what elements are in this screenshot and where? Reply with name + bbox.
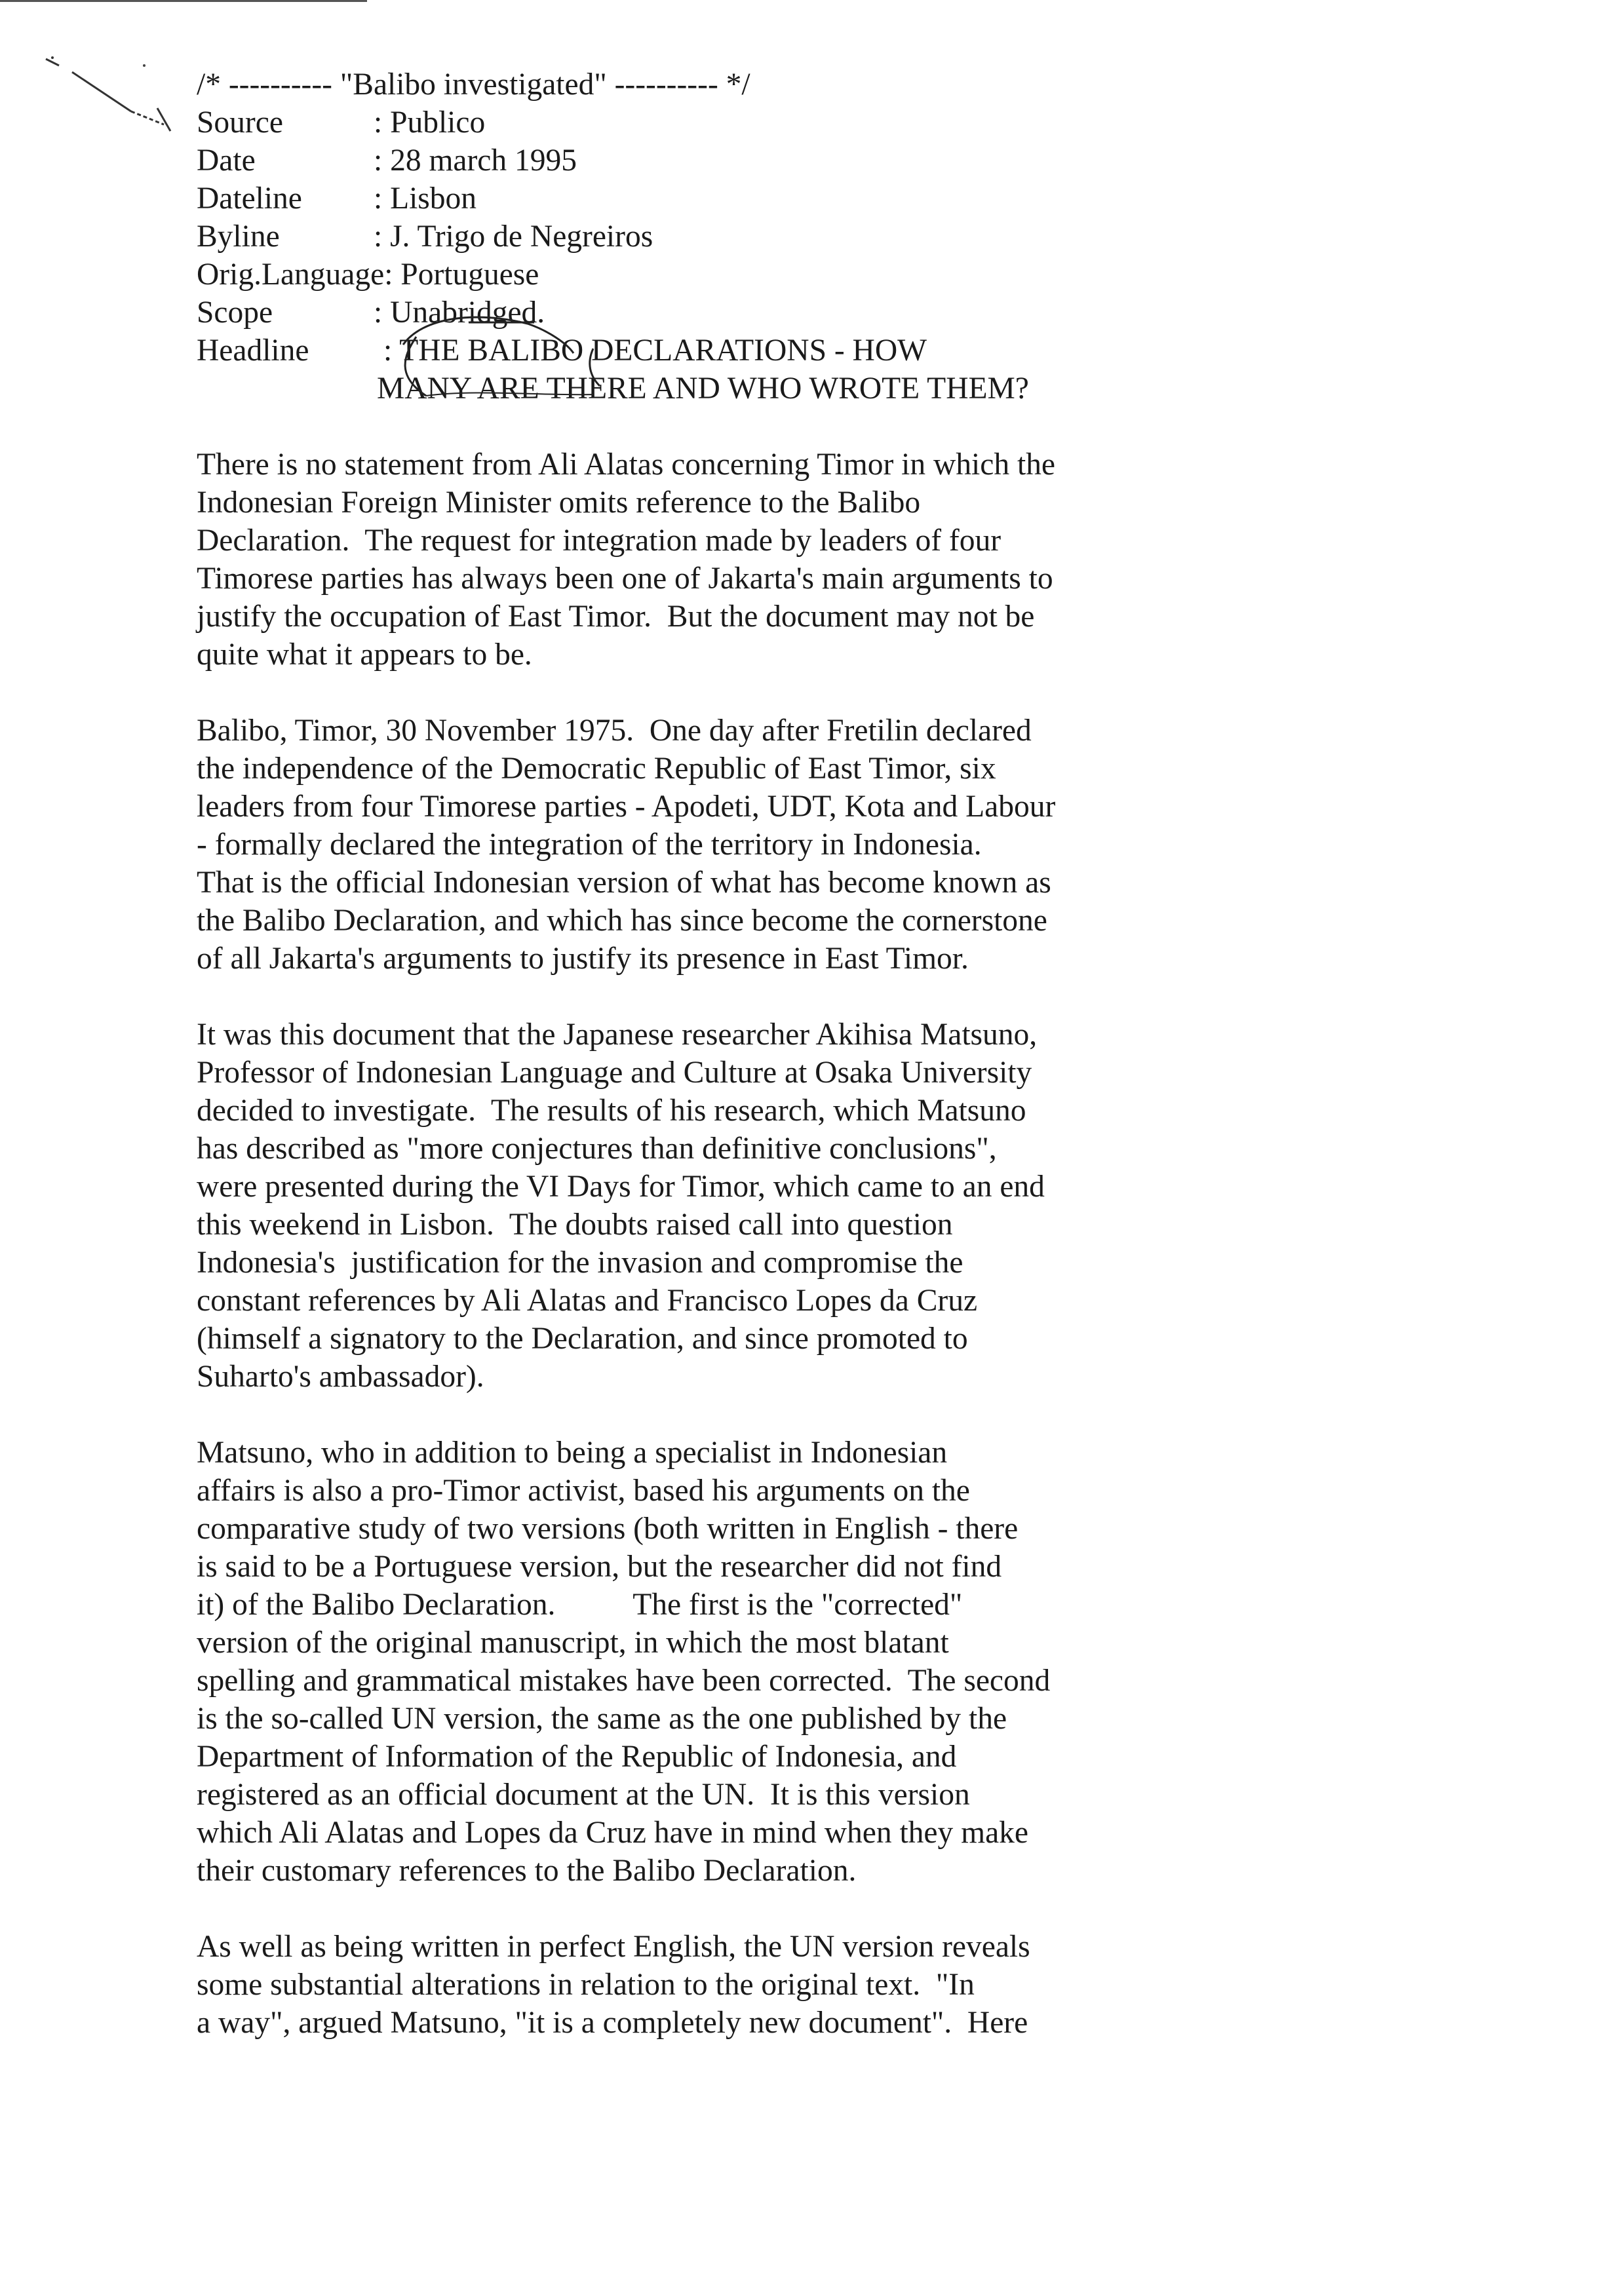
text-line: which Ali Alatas and Lopes da Cruz have in mind when they make: [197, 1816, 1029, 1850]
paragraph-5: [197, 1928, 1494, 2042]
meta-row-orig-language: [197, 256, 1494, 294]
meta-label: Source: [197, 105, 283, 140]
text-line: Declaration. The request for integration made by leaders of four: [197, 524, 1002, 558]
text-line: version of the original manuscript, in which the most blatant: [197, 1626, 949, 1660]
meta-value: : J. Trigo de Negreiros: [374, 220, 653, 254]
document-page: [197, 66, 1494, 2042]
meta-label: Date: [197, 144, 256, 178]
text-line: is the so-called UN version, the same as the one published by the: [197, 1702, 1007, 1736]
paragraph-1: [197, 446, 1494, 674]
text-line: decided to investigate. The results of his research, which Matsuno: [197, 1094, 1026, 1128]
text-line: Department of Information of the Republic of Indonesia, and: [197, 1740, 957, 1774]
meta-label: Dateline: [197, 182, 302, 216]
headline-line-1: : THE BALIBO DECLARATIONS - HOW: [383, 334, 927, 368]
text-line: Indonesia's justification for the invasion and compromise the: [197, 1246, 963, 1280]
text-line: has described as "more conjectures than definitive conclusions",: [197, 1132, 997, 1166]
meta-label: Byline: [197, 220, 280, 254]
text-line: Professor of Indonesian Language and Culture at Osaka University: [197, 1056, 1032, 1090]
meta-block: [197, 104, 1494, 332]
headline-line-2: MANY ARE THERE AND WHO WROTE THEM?: [377, 372, 1029, 406]
meta-value: : Publico: [374, 105, 486, 140]
meta-value: : Portuguese: [384, 258, 539, 292]
meta-label: Scope: [197, 296, 273, 330]
text-line: were presented during the VI Days for Timor, which came to an end: [197, 1170, 1045, 1204]
meta-value: : 28 march 1995: [374, 144, 577, 178]
paragraph-3: [197, 1016, 1494, 1396]
text-line: justify the occupation of East Timor. But the document may not be: [197, 600, 1035, 634]
text-line: affairs is also a pro-Timor activist, based his arguments on the: [197, 1474, 970, 1508]
text-line: Balibo, Timor, 30 November 1975. One day after Fretilin declared: [197, 714, 1032, 748]
text-line: a way", argued Matsuno, "it is a completely new document". Here: [197, 2006, 1028, 2040]
text-line: Suharto's ambassador).: [197, 1360, 484, 1394]
paragraph-2: [197, 712, 1494, 978]
meta-row-dateline: [197, 180, 1494, 218]
text-line: the independence of the Democratic Republic of East Timor, six: [197, 752, 996, 786]
text-line: It was this document that the Japanese researcher Akihisa Matsuno,: [197, 1018, 1038, 1052]
text-line: Indonesian Foreign Minister omits reference to the Balibo: [197, 486, 921, 520]
meta-row-byline: [197, 218, 1494, 256]
text-line: That is the official Indonesian version of what has become known as: [197, 866, 1051, 900]
text-line: of all Jakarta's arguments to justify its presence in East Timor.: [197, 942, 969, 976]
paragraph-4: [197, 1434, 1494, 1890]
text-line: comparative study of two versions (both written in English - there: [197, 1512, 1019, 1546]
text-line: As well as being written in perfect English, the UN version reveals: [197, 1930, 1030, 1964]
meta-row-date: [197, 142, 1494, 180]
meta-row-source: [197, 104, 1494, 142]
text-line: it) of the Balibo Declaration. The first is the "corrected": [197, 1588, 963, 1622]
text-line: the Balibo Declaration, and which has since become the cornerstone: [197, 904, 1047, 938]
text-line: (himself a signatory to the Declaration, and since promoted to: [197, 1322, 968, 1356]
text-line: constant references by Ali Alatas and Francisco Lopes da Cruz: [197, 1284, 978, 1318]
text-line: is said to be a Portuguese version, but the researcher did not find: [197, 1550, 1002, 1584]
headline-label: Headline: [197, 334, 309, 368]
headline-block: [197, 332, 1494, 408]
meta-value: : Unabridged.: [374, 296, 545, 330]
meta-label: Orig.Language: [197, 258, 385, 292]
text-line: Timorese parties has always been one of Jakarta's main arguments to: [197, 562, 1053, 596]
text-line: this weekend in Lisbon. The doubts raised call into question: [197, 1208, 953, 1242]
headline-text: [377, 332, 1029, 408]
text-line: Matsuno, who in addition to being a specialist in Indonesian: [197, 1436, 948, 1470]
top-rule: [0, 0, 367, 2]
meta-value: : Lisbon: [374, 182, 477, 216]
text-line: There is no statement from Ali Alatas concerning Timor in which the: [197, 448, 1055, 482]
meta-row-scope: [197, 294, 1494, 332]
pen-scratch-marks: [33, 39, 177, 144]
text-line: some substantial alterations in relation to the original text. "In: [197, 1968, 975, 2002]
text-line: spelling and grammatical mistakes have been corrected. The second: [197, 1664, 1051, 1698]
text-line: leaders from four Timorese parties - Apodeti, UDT, Kota and Labour: [197, 790, 1056, 824]
text-line: registered as an official document at the UN. It is this version: [197, 1778, 970, 1812]
document-title-line: /* ---------- "Balibo investigated" ---------- */: [197, 67, 750, 102]
text-line: their customary references to the Balibo Declaration.: [197, 1854, 857, 1888]
text-line: quite what it appears to be.: [197, 638, 532, 672]
text-line: - formally declared the integration of the territory in Indonesia.: [197, 828, 982, 862]
